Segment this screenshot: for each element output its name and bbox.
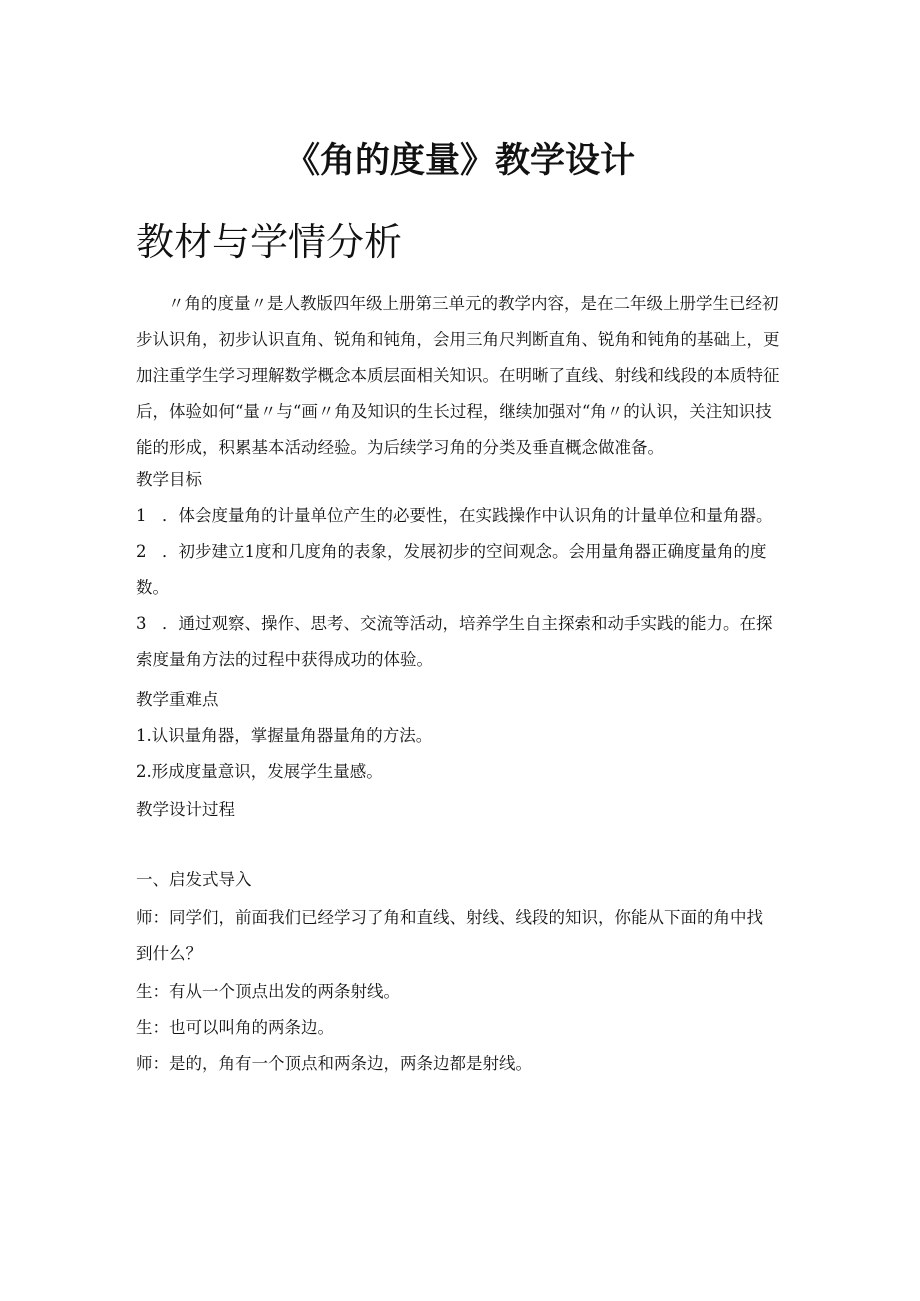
key-point-item: 2.形成度量意识，发展学生量感。 (136, 762, 383, 781)
objective-text: ．初步建立1度和几度角的表象，发展初步的空间观念。会用量角器正确度量角的度数。 (136, 542, 767, 597)
objective-item (136, 498, 786, 534)
key-points-heading: 教学重难点 (136, 690, 219, 709)
process-heading: 教学设计过程 (136, 800, 235, 819)
objective-item (136, 606, 786, 678)
dialogue-line: 师：是的，角有一个顶点和两条边，两条边都是射线。 (136, 1054, 532, 1073)
section-heading: 教材与学情分析 (136, 220, 403, 264)
objective-text: ．通过观察、操作、思考、交流等活动，培养学生自主探索和动手实践的能力。在探索度量角方法的过程中获得成功的体验。 (136, 614, 773, 669)
key-point-item: 1.认识量角器，掌握量角器量角的方法。 (136, 726, 433, 745)
analysis-paragraph: 〃角的度量〃是人教版四年级上册第三单元的教学内容，是在二年级上册学生已经初步认识角，初步认识直角、锐角和钝角，会用三角尺判断直角、锐角和钝角的基础上，更加注重学生学习理解数学概念本质层面相关知识。在明晰了直线、射线和线段的本质特征后，体验如何“量〃与“画〃角及知识的生长过程，继续加强对“角〃的认识，关注知识技能的形成，积累基本活动经验。为后续学习角的分类及垂直概念做准备。 (136, 294, 780, 457)
part-one-heading: 一、启发式导入 (136, 870, 252, 889)
dialogue-line: 师：同学们，前面我们已经学习了角和直线、射线、线段的知识，你能从下面的角中找到什么？ (136, 908, 763, 963)
dialogue-line: 生：也可以叫角的两条边。 (136, 1018, 334, 1037)
dialogue-line: 生：有从一个顶点出发的两条射线。 (136, 982, 400, 1001)
objective-number: 1 (136, 506, 147, 525)
objective-number: 2 (136, 542, 147, 561)
objectives-heading: 教学目标 (136, 470, 202, 489)
objective-item (136, 534, 786, 606)
objective-text: ．体会度量角的计量单位产生的必要性，在实践操作中认识角的计量单位和量角器。 (162, 506, 773, 525)
objective-number: 3 (136, 614, 147, 633)
document-title: 《角的度量》教学设计 (284, 141, 635, 181)
